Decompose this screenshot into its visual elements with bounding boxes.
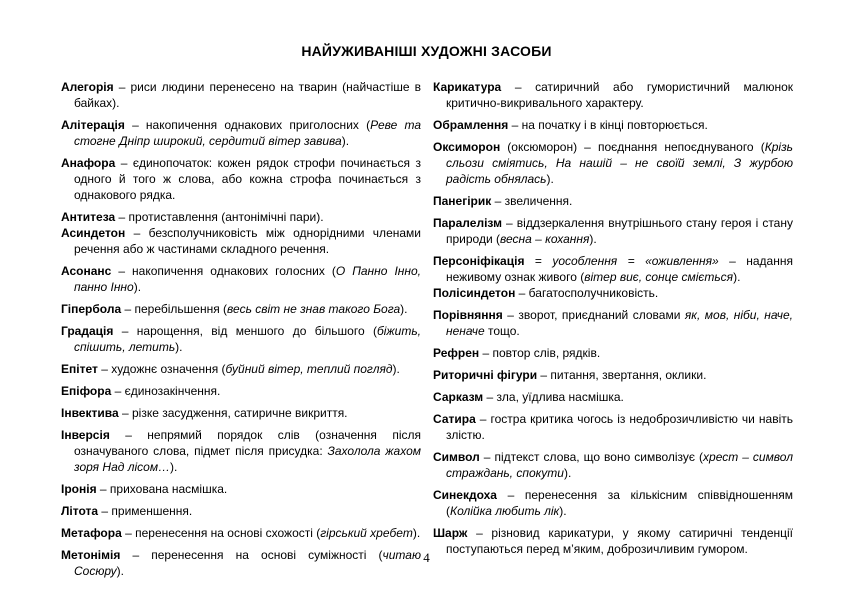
terms-column-left xyxy=(61,79,421,585)
entry-example: О Панно Інно, панно Інно xyxy=(74,264,421,294)
glossary-entry xyxy=(61,503,421,519)
entry-definition: – нарощення, від меншого до більшого ( xyxy=(113,324,377,338)
entry-definition: – підтекст слова, що воно символізує ( xyxy=(479,450,704,464)
entry-definition: – накопичення однакових приголосних ( xyxy=(124,118,371,132)
entry-term: Полісиндетон xyxy=(433,286,516,300)
glossary-entry xyxy=(61,155,421,203)
entry-definition: = xyxy=(524,254,553,268)
entry-term: Оксиморон xyxy=(433,140,501,154)
entry-example: весь світ не знав такого Бога xyxy=(227,302,401,316)
entry-definition: – звеличення. xyxy=(491,194,573,208)
entry-definition: – зворот, приєднаний словами xyxy=(502,308,685,322)
entry-term: Анафора xyxy=(61,156,116,170)
glossary-entry xyxy=(61,79,421,111)
entry-term: Сатира xyxy=(433,412,476,426)
glossary-entry xyxy=(433,367,793,383)
entry-definition: – перенесення на основі схожості ( xyxy=(121,526,321,540)
glossary-entry xyxy=(61,323,421,355)
entry-term: Епітет xyxy=(61,362,98,376)
entry-definition: – різновид карикатури, у якому сатиричні тенденції поступаються перед м’яким, доброзичливим гумором. xyxy=(446,526,793,556)
entry-term: Синекдоха xyxy=(433,488,497,502)
entry-term: Сарказм xyxy=(433,390,484,404)
entry-term: Асонанс xyxy=(61,264,112,278)
entry-term: Антитеза xyxy=(61,210,116,224)
entry-definition-tail: ). xyxy=(589,232,597,246)
entry-term: Епіфора xyxy=(61,384,112,398)
entry-example: гірський хребет xyxy=(320,526,413,540)
entry-term: Шарж xyxy=(433,526,468,540)
entry-definition: – зла, уїдлива насмішка. xyxy=(483,390,624,404)
entry-example: біжить, спішить, летить xyxy=(74,324,421,354)
entry-definition-tail: ). xyxy=(412,526,421,540)
entry-example: буйний вітер, теплий погляд xyxy=(225,362,393,376)
entry-example: Реве та стогне Дніпр широкий, сердитий вітер завива xyxy=(74,118,422,148)
entry-example: хрест – символ страждань, спокути xyxy=(446,450,793,480)
entry-term: Рефрен xyxy=(433,346,480,360)
entry-definition: – сатиричний або гумористичний малюнок критично-викривального характеру. xyxy=(446,80,793,110)
glossary-entry xyxy=(61,117,421,149)
glossary-entry xyxy=(61,481,421,497)
glossary-entry xyxy=(433,411,793,443)
entry-definition: – перенесення на основі суміжності ( xyxy=(120,548,383,562)
entry-example: весна – кохання xyxy=(500,232,590,246)
glossary-entry xyxy=(61,263,421,295)
glossary-entry xyxy=(433,215,793,247)
entry-example: Захолола жахом зоря Над лісом… xyxy=(74,444,421,474)
entry-definition-tail: ). xyxy=(175,340,183,354)
entry-example: уособлення = «оживлення» xyxy=(552,254,719,268)
glossary-entry xyxy=(433,193,793,209)
entry-definition: – віддзеркалення внутрішнього стану героя і стану природи ( xyxy=(446,216,793,246)
entry-term: Паралелізм xyxy=(433,216,502,230)
entry-definition: – повтор слів, рядків. xyxy=(479,346,601,360)
entry-term: Літота xyxy=(61,504,99,518)
entry-term: Метафора xyxy=(61,526,122,540)
page-number: 4 xyxy=(423,550,430,565)
glossary-entry xyxy=(433,345,793,361)
glossary-entry xyxy=(433,117,793,133)
entry-term: Панегірик xyxy=(433,194,492,208)
entry-term: Карикатура xyxy=(433,80,502,94)
entry-definition: – безсполучниковість між однорідними членами речення або ж частинами складного речення. xyxy=(74,226,421,256)
entry-example: Крізь сльози сміятись, На нашій – не своїй землі, З журбою радість обнялась xyxy=(446,140,793,186)
entry-term: Алітерація xyxy=(61,118,125,132)
entry-definition-tail: – надання неживому ознак живого ( xyxy=(446,254,793,284)
entry-term: Риторичні фігури xyxy=(433,368,538,382)
entry-definition: – накопичення однакових голосних ( xyxy=(111,264,336,278)
entry-definition: – перенесення за кількісним співвідношенням ( xyxy=(446,488,793,518)
entry-example: вітер виє, сонце сміється xyxy=(584,270,734,284)
entry-definition-tail: ). xyxy=(559,504,567,518)
glossary-entry xyxy=(433,79,793,111)
entry-definition-tail: ). xyxy=(733,270,741,284)
entry-definition: – прихована насмішка. xyxy=(96,482,228,496)
entry-term: Асиндетон xyxy=(61,226,126,240)
glossary-entry xyxy=(61,427,421,475)
entry-definition-tail: ). xyxy=(341,134,350,148)
entry-term: Інверсія xyxy=(61,428,110,442)
entry-definition: – багатосполучниковість. xyxy=(515,286,659,300)
glossary-entry xyxy=(433,487,793,519)
entry-definition: – єдинопочаток: кожен рядок строфи починається з одного й того ж слова, або кожна строфа починається з однакового рядка. xyxy=(74,156,421,202)
entry-example: Колійка любить лік xyxy=(450,504,560,518)
entry-term: Порівняння xyxy=(433,308,503,322)
entry-definition: – непрямий порядок слів (означення після означуваного слова, підмет після присудка: xyxy=(74,428,421,458)
glossary-entry xyxy=(433,389,793,405)
entry-term: Іронія xyxy=(61,482,97,496)
entry-definition-tail: ). xyxy=(400,302,408,316)
entry-definition-tail: ). xyxy=(170,460,178,474)
glossary-entry xyxy=(61,209,421,225)
entry-term: Обрамлення xyxy=(433,118,509,132)
entry-term: Гіпербола xyxy=(61,302,122,316)
entry-term: Інвектива xyxy=(61,406,119,420)
glossary-entry xyxy=(61,405,421,421)
glossary-entry xyxy=(61,361,421,377)
glossary-entry xyxy=(433,139,793,187)
terms-column-right xyxy=(433,79,793,563)
entry-definition-tail: ). xyxy=(133,280,142,294)
entry-definition: – художнє означення ( xyxy=(97,362,226,376)
entry-definition: – риси людини перенесено на тварин (найчастіше в байках). xyxy=(74,80,421,110)
entry-definition-tail: ). xyxy=(546,172,554,186)
entry-definition-tail: ). xyxy=(392,362,400,376)
glossary-entry xyxy=(61,225,421,257)
glossary-entry xyxy=(61,525,421,541)
entry-term: Алегорія xyxy=(61,80,114,94)
entry-term: Метонімія xyxy=(61,548,121,562)
entry-definition-tail: ). xyxy=(563,466,572,480)
entry-definition: – на початку і в кінці повторюється. xyxy=(508,118,708,132)
entry-term: Символ xyxy=(433,450,480,464)
glossary-entry xyxy=(61,301,421,317)
entry-definition: – перебільшення ( xyxy=(121,302,228,316)
entry-definition-tail: ). xyxy=(116,564,124,578)
entry-definition: – применшення. xyxy=(98,504,193,518)
glossary-entry xyxy=(433,307,793,339)
glossary-entry xyxy=(433,285,793,301)
entry-definition-tail: тощо. xyxy=(484,324,520,338)
entry-definition: – гостра критика чогось із недоброзичливістю чи навіть злістю. xyxy=(446,412,793,442)
entry-example: як, мов, ніби, наче, неначе xyxy=(446,308,793,338)
entry-definition: – різке засудження, сатиричне викриття. xyxy=(118,406,348,420)
glossary-entry xyxy=(433,253,793,285)
entry-example: читаю Сосюру xyxy=(74,548,421,578)
glossary-entry xyxy=(61,383,421,399)
glossary-entry xyxy=(433,449,793,481)
entry-definition: – протиставлення (антонімічні пари). xyxy=(115,210,324,224)
entry-term: Персоніфікація xyxy=(433,254,525,268)
entry-definition: – єдинозакінчення. xyxy=(111,384,221,398)
entry-definition: – питання, звертання, оклики. xyxy=(537,368,707,382)
entry-definition: (оксюморон) – поєднання непоєднуваного ( xyxy=(500,140,765,154)
page-title: НАЙУЖИВАНІШІ ХУДОЖНІ ЗАСОБИ xyxy=(301,43,552,59)
entry-term: Градація xyxy=(61,324,114,338)
